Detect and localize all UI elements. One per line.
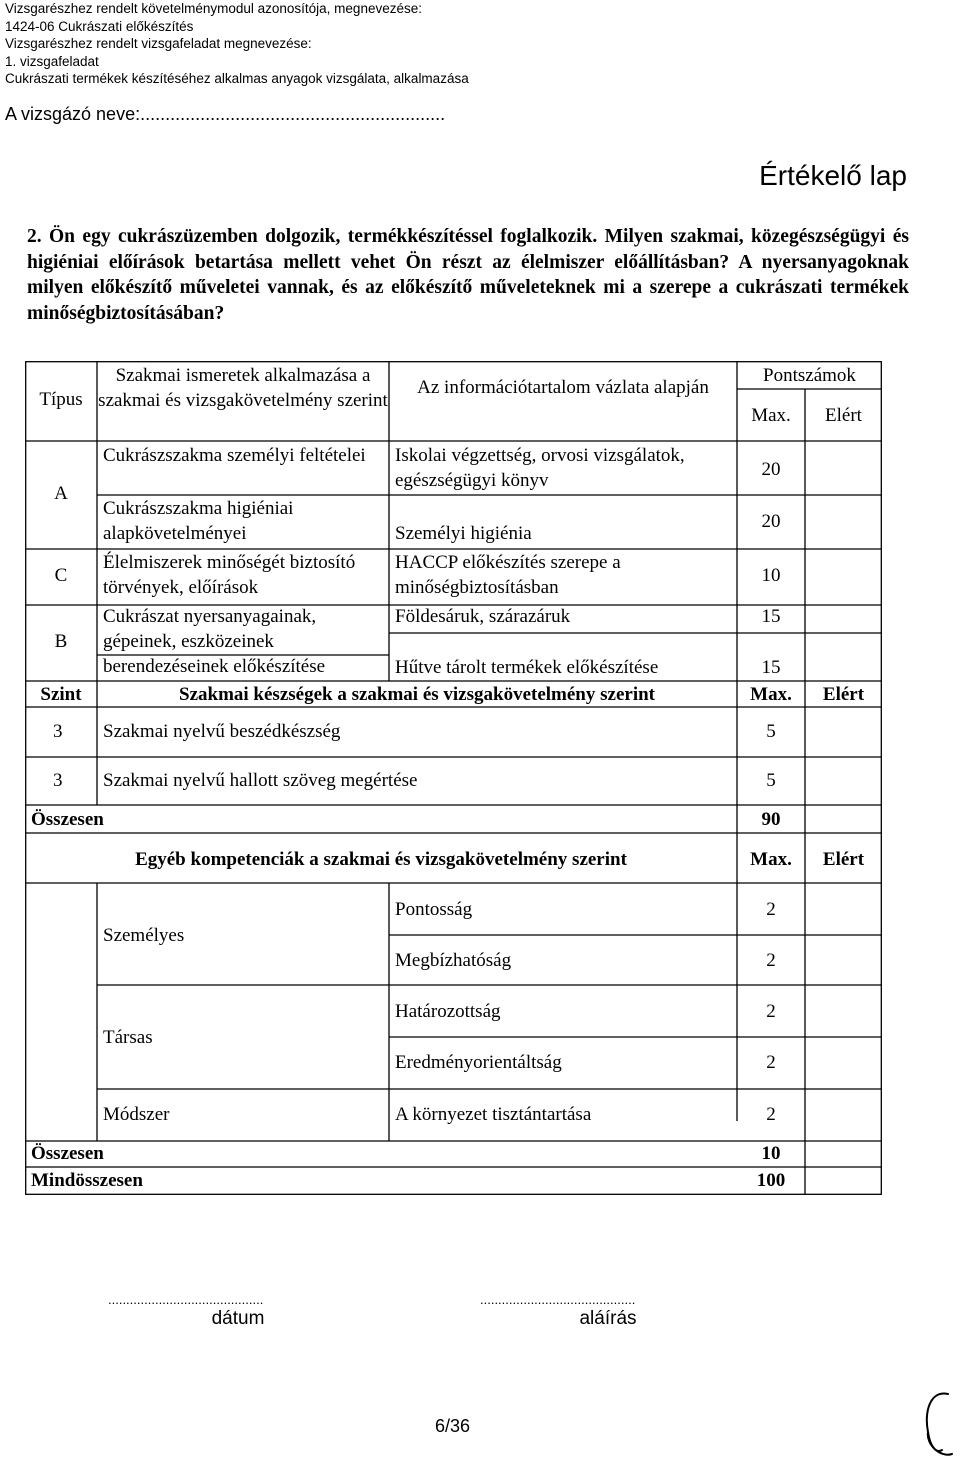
date-label: dátum [211,1308,265,1329]
question-text: 2. Ön egy cukrászüzemben dolgozik, termékkészítéssel foglalkozik. Milyen szakmai, közegészségügyi és higiéniai előírások betartása mellett vehet Ön részt az élelmiszer előállításban? A nyersanyagoknak milyen előkészítő műveletei vannak, és az előkészítő műveleteknek mi a szerepe a cukrászati termékek minőségbiztosításában? [27,226,909,324]
competence-max-1: 2 [766,899,776,920]
knowledge-item-2: Cukrászszakma higiéniai alapkövetelményei [103,498,294,544]
competence-item-2: Megbízhatóság [395,950,512,971]
col-outline-header: Az információtartalom vázlata alapján [417,377,709,398]
col-level-header: Szint [40,684,82,705]
competence-max-4: 2 [766,1052,776,1073]
knowledge-item-4: Cukrászat nyersanyagainak, gépeinek, eszközeinek berendezéseinek előkészítése [103,606,326,677]
col-points-header: Pontszámok [763,365,856,386]
type-c-label: C [54,565,68,586]
grand-total-label: Mindösszesen [31,1170,143,1191]
subtotal-value-2: 10 [761,1143,781,1164]
knowledge-info-4: Földesáruk, szárazáruk [395,606,571,627]
competence-max-header: Max. [750,849,792,870]
col-type-header: Típus [39,389,83,410]
competence-group-method: Módszer [103,1104,170,1125]
knowledge-max-5: 15 [761,657,781,678]
knowledge-max-2: 20 [761,511,781,532]
competence-item-1: Pontosság [395,899,473,920]
handwritten-initial-mark [918,1388,958,1460]
skill-item-1: Szakmai nyelvű beszédkészség [103,721,341,742]
examinee-name-line: A vizsgázó neve:............................................................. [5,104,446,124]
signature-label: aláírás [579,1308,637,1329]
knowledge-item-1: Cukrászszakma személyi feltételei [103,445,366,466]
subtotal-label-1: Összesen [31,809,104,830]
competence-group-personal: Személyes [103,925,185,946]
type-a-label: A [54,483,68,504]
module-name: 1424-06 Cukrászati előkészítés [5,18,194,34]
evaluation-table [25,361,882,1195]
knowledge-item-3: Élelmiszerek minőségét biztosító törvények, előírások [103,552,356,598]
skill-level-1: 3 [53,721,63,742]
document-header [5,0,945,88]
competence-item-4: Eredményorientáltság [395,1052,562,1073]
competence-group-social: Társas [103,1027,153,1048]
knowledge-info-2: Személyi higiénia [395,523,532,544]
competence-item-3: Határozottság [395,1001,501,1022]
col-knowledge-header: Szakmai ismeretek alkalmazása a szakmai és vizsgakövetelmény szerint [98,365,388,411]
skills-header: Szakmai készségek a szakmai és vizsgakövetelmény szerint [179,684,655,705]
skill-max-2: 5 [766,770,776,791]
task-label: Vizsgarészhez rendelt vizsgafeladat megnevezése: [5,36,312,51]
grand-total-value: 100 [756,1170,786,1191]
competence-item-5: A környezet tisztántartása [395,1104,592,1125]
col-max-header: Max. [751,405,791,426]
skill-item-2: Szakmai nyelvű hallott szöveg megértése [103,770,418,791]
knowledge-info-5: Hűtve tárolt termékek előkészítése [395,657,659,678]
competence-header: Egyéb kompetenciák a szakmai és vizsgakövetelmény szerint [135,849,627,870]
page-number: 6/36 [434,1416,471,1436]
competence-max-3: 2 [766,1001,776,1022]
module-label: Vizsgarészhez rendelt követelménymodul azonosítója, megnevezése: [5,1,422,16]
type-b-label: B [54,631,68,652]
competence-achieved-header: Elért [822,849,865,870]
knowledge-max-3: 10 [761,565,781,586]
skills-achieved-header: Elért [822,684,865,705]
skill-level-2: 3 [53,770,63,791]
task-number: 1. vizsgafeladat [5,53,99,69]
knowledge-info-1: Iskolai végzettség, orvosi vizsgálatok, egészségügyi könyv [395,445,685,491]
competence-max-5: 2 [766,1104,776,1125]
subtotal-value-1: 90 [761,809,781,830]
subtotal-label-2: Összesen [31,1143,104,1164]
col-achieved-header: Elért [825,405,862,426]
signature-dotted-line: ........................................... [480,1292,636,1307]
skills-max-header: Max. [750,684,792,705]
knowledge-max-1: 20 [761,459,781,480]
page-title: Értékelő lap [759,160,907,191]
date-dotted-line: ........................................... [108,1292,264,1307]
skill-max-1: 5 [766,721,776,742]
task-name: Cukrászati termékek készítéséhez alkalmas anyagok vizsgálata, alkalmazása [5,71,469,86]
knowledge-info-3: HACCP előkészítés szerepe a minőségbiztosításban [395,552,621,598]
competence-max-2: 2 [766,950,776,971]
knowledge-max-4: 15 [761,606,781,627]
